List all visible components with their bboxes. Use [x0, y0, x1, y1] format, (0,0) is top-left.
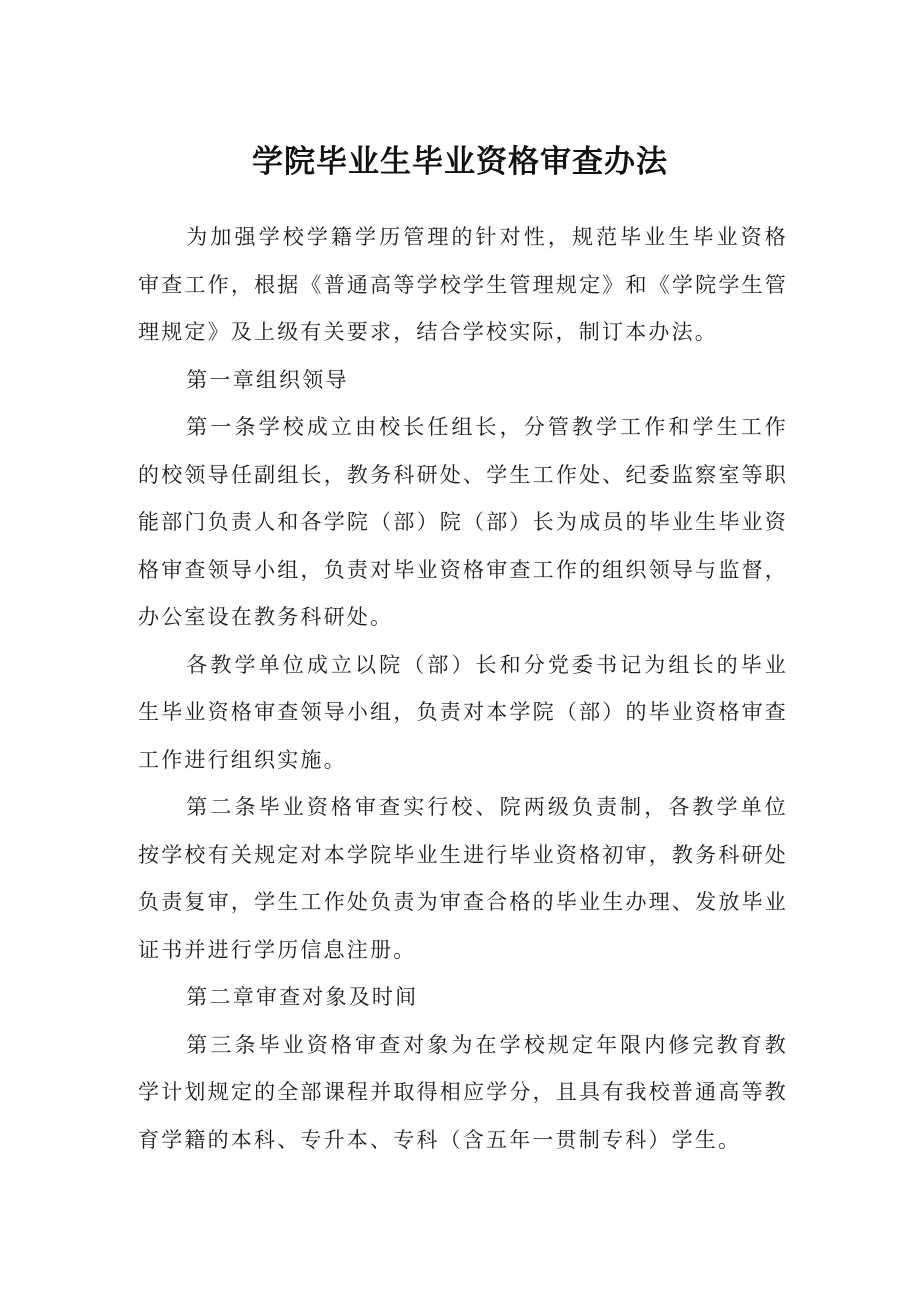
chapter-heading-1: 第一章组织领导: [186, 367, 349, 392]
article-3-paragraph: 第三条毕业资格审查对象为在学校规定年限内修完教育教学计划规定的全部课程并取得相应学分，且具有我校普通高等教育学籍的本科、专升本、专科（含五年一贯制专科）学生。: [138, 1032, 788, 1152]
article-1-paragraph: 第一条学校成立由校长任组长，分管教学工作和学生工作的校领导任副组长，教务科研处、学生工作处、纪委监察室等职能部门负责人和各学院（部）院（部）长为成员的毕业生毕业资格审查领导小组，负责对毕业资格审查工作的组织领导与监督，办公室设在教务科研处。: [138, 415, 788, 629]
intro-paragraph: 为加强学校学籍学历管理的针对性，规范毕业生毕业资格审查工作，根据《普通高等学校学生管理规定》和《学院学生管理规定》及上级有关要求，结合学校实际，制订本办法。: [138, 225, 788, 344]
page-title: 学院毕业生毕业资格审查办法: [252, 144, 668, 180]
chapter-heading-2: 第二章审查对象及时间: [186, 985, 419, 1009]
document-body: [138, 214, 788, 1164]
article-2-paragraph: 第二条毕业资格审查实行校、院两级负责制，各教学单位按学校有关规定对本学院毕业生进行毕业资格初审，教务科研处负责复审，学生工作处负责为审查合格的毕业生办理、发放毕业证书并进行学历信息注册。: [138, 795, 788, 962]
unit-leadership-paragraph: 各教学单位成立以院（部）长和分党委书记为组长的毕业生毕业资格审查领导小组，负责对本学院（部）的毕业资格审查工作进行组织实施。: [138, 652, 788, 772]
